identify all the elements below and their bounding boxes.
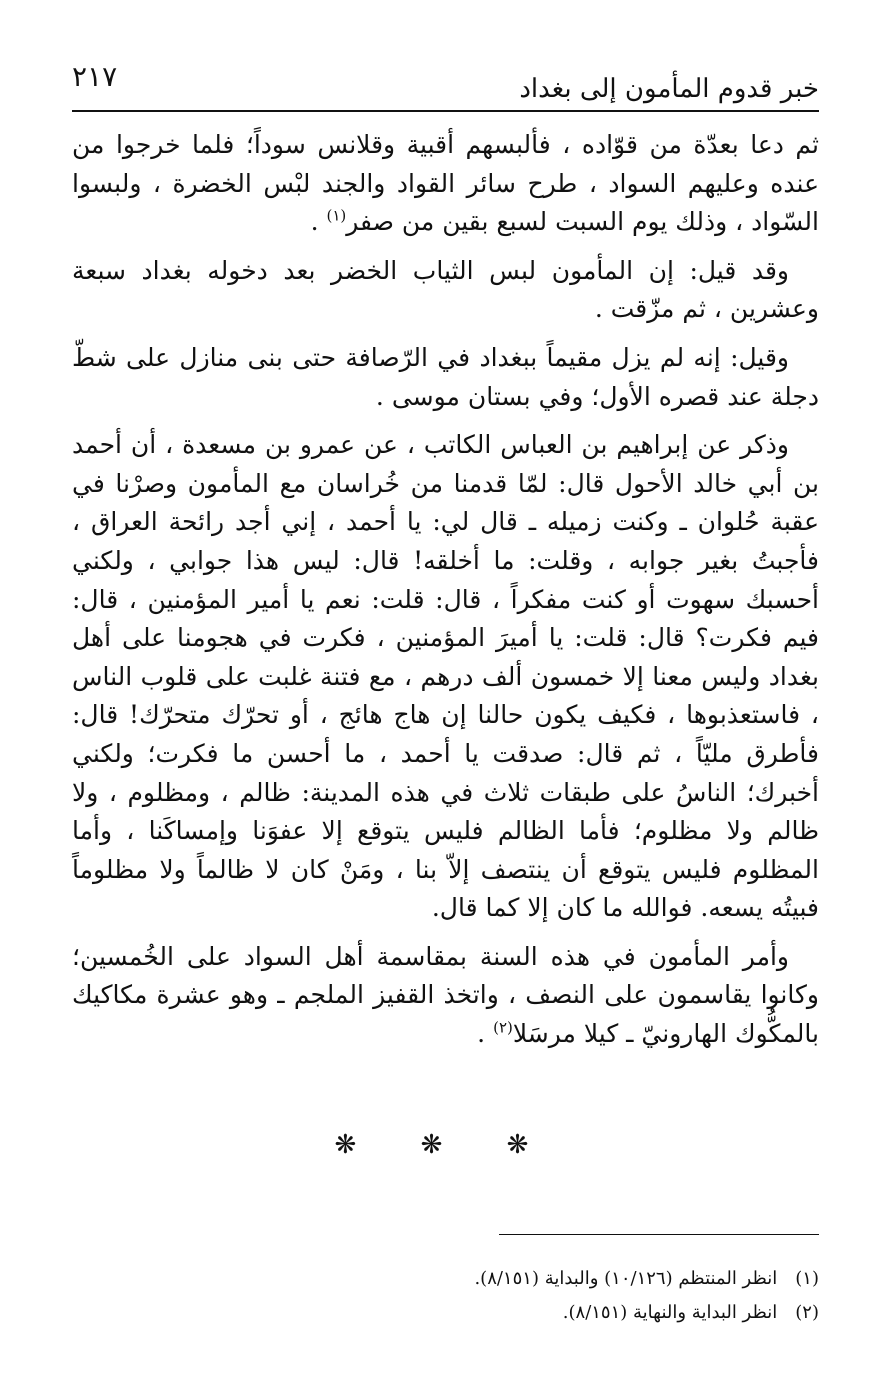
paragraph-2-text: وقد قيل: إن المأمون لبس الثياب الخضر بعد دخوله بغداد سبعة وعشرين ، ثم مزّقت .: [72, 255, 819, 324]
paragraph-1-tail: .: [310, 207, 327, 237]
main-text: [72, 126, 819, 1064]
footnote-1-text: انظر المنتظم (١٠/١٢٦) والبداية (٨/١٥١).: [474, 1268, 778, 1289]
footnote-2-text: انظر البداية والنهاية (٨/١٥١).: [562, 1302, 778, 1323]
footnote-ref-1: (١): [326, 206, 347, 225]
paragraph-3-text: وقيل: إنه لم يزل مقيماً ببغداد في الرّصافة حتى بنى منازل على شطّ دجلة عند قصره الأول؛ وفي بستان موسى .: [72, 342, 819, 411]
footnote-ref-2: (٢): [493, 1018, 513, 1037]
footnotes: [72, 1262, 819, 1330]
page-number: ٢١٧: [72, 60, 118, 93]
paragraph-5-text: وأمر المأمون في هذه السنة بمقاسمة أهل السواد على الخُمسين؛ وكانوا يقاسمون على النصف ، واتخذ القفيز الملجم ـ وهو عشرة مكاكيك بالمكُّوك الهارونيّ ـ كيلا مرسَلا: [72, 941, 819, 1049]
paragraph-1-text: ثم دعا بعدّة من قوّاده ، فألبسهم أقبية وقلانس سوداً؛ فلما خرجوا من عنده وعليهم السواد ، طرح سائر القواد والجند لبْس الخضرة ، ولبسوا السّواد ، وذلك يوم السبت لسبع بقين من صفر: [72, 130, 819, 237]
footnote-1: [72, 1262, 819, 1296]
paragraph-2: [72, 252, 819, 329]
paragraph-1: [72, 126, 819, 242]
paragraph-4-text: وذكر عن إبراهيم بن العباس الكاتب ، عن عمرو بن مسعدة ، أن أحمد بن أبي خالد الأحول قال: لمّا قدمنا من خُراسان مع المأمون وصرْنا في عقبة حُلوان ـ وكنت زميله ـ قال لي: يا أحمد ، إني أجد رائحة العراق ، فأجبتُ بغير جوابه ، وقلت: ما أخلقه! قال: ليس هذا جوابي ، ولكني أحسبك سهوت أو كنت مفكراً ، قال: قلت: نعم يا أمير المؤمنين ، قال: فيم فكرت؟ قال: قلت: يا أميرَ المؤمنين ، فكرت في هجومنا على أهل بغداد وليس معنا إلا خمسون ألف درهم ، مع فتنة غلبت على قلوب الناس ، فاستعذبوها ، فكيف يكون حالنا إن هاج هائج ، أو تحرّك متحرّك! قال: فأطرق مليّاً ، ثم قال: صدقت يا أحمد ، ما أحسن ما فكرت؛ ولكني أخبرك؛ الناسُ على طبقات ثلاث في هذه المدينة: ظالم ، ومظلوم ، ولا ظالم ولا مظلوم؛ فأما الظالم فليس يتوقع إلا عفوَنا وإمساكَنا ، وأما المظلوم فليس يتوقع أن ينتصف إلاّ بنا ، ومَنْ كان لا ظالماً ولا مظلوماً فبيتُه يسعه. فوالله ما كان إلا كما قال.: [72, 430, 819, 923]
footnote-rule: [499, 1234, 819, 1235]
footnote-2-number: (٢): [795, 1302, 819, 1323]
paragraph-5-tail: .: [477, 1019, 494, 1049]
paragraph-5: [72, 938, 819, 1054]
footnote-2: [72, 1296, 819, 1330]
footnote-1-number: (١): [795, 1268, 819, 1289]
section-ornament: ❋ ❋ ❋: [334, 1130, 557, 1160]
running-title: خبر قدوم المأمون إلى بغداد: [519, 74, 819, 104]
paragraph-4: [72, 426, 819, 928]
header-rule: [72, 110, 819, 112]
page-header: [72, 58, 819, 108]
paragraph-3: [72, 339, 819, 416]
